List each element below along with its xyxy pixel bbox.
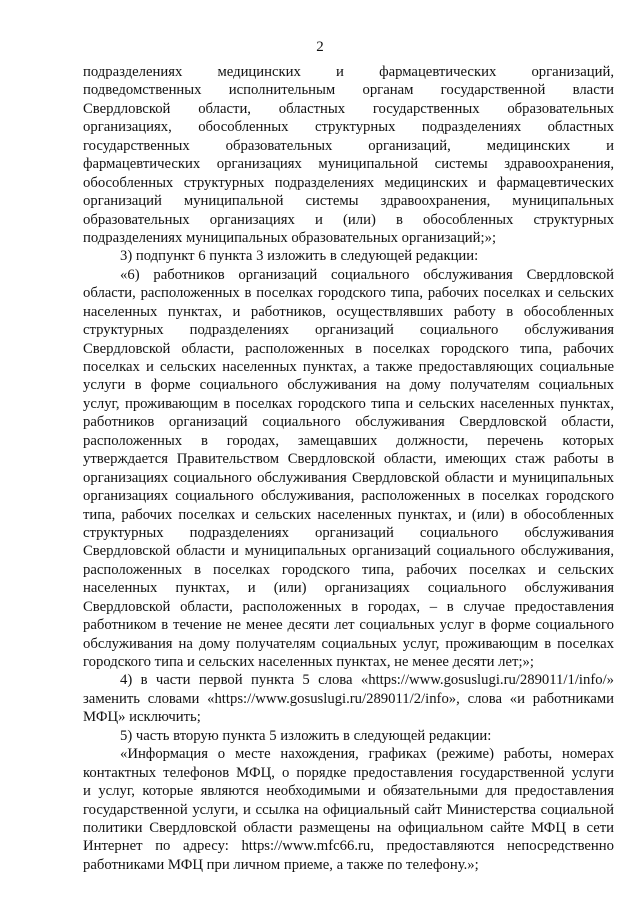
page-number: 2 — [316, 39, 324, 55]
text-line: организациях социального обслуживания Свердловской области и муниципальных — [83, 469, 614, 486]
text-line: услуги в форме социального обслуживания на дому получателям социальных — [83, 377, 614, 394]
text-line: Интернет по адресу: https://www.mfc66.ru, предоставляются непосредственно — [83, 838, 614, 855]
text-line: 3) подпункт 6 пункта 3 изложить в следующей редакции: — [120, 248, 479, 265]
text-line: расположенных в городах, замещавших должности, перечень которых — [83, 432, 614, 449]
text-line: типа, рабочих поселках и сельских населенных пунктах, и (или) в обособленных — [83, 506, 614, 523]
text-line: Свердловской области, расположенных в городах, – в случае предоставления — [83, 598, 614, 615]
text-line: организациях, обособленных структурных подразделениях областных — [83, 119, 614, 136]
text-line: Свердловской области, расположенных в поселках городского типа, рабочих — [83, 340, 614, 357]
text-line: государственной услуги, и ссылка на официальный сайт Министерства социальной — [83, 801, 614, 818]
document-body — [83, 63, 614, 874]
text-line: поселках и сельских населенных пунктах, а также предоставляющих социальные — [83, 359, 614, 375]
text-line: обособленных структурных подразделениях медицинских и фармацевтических — [83, 174, 614, 191]
text-line: населенных пунктах, и работников, осуществлявших работу в обособленных — [83, 303, 614, 320]
text-line: Свердловской области и муниципальных организаций социального обслуживания, — [83, 543, 614, 560]
text-line: 4) в части первой пункта 5 слова «https://www.gosuslugi.ru/289011/1/info/» — [120, 672, 614, 689]
text-line: обслуживания на дому получателям социальных услуг, проживающим в поселках — [83, 635, 614, 652]
text-line: фармацевтических организациях муниципальной системы здравоохранения, — [83, 156, 614, 173]
text-line: контактных телефонов МФЦ, о порядке предоставления государственной услуги — [83, 764, 614, 781]
text-line: работников организаций социального обслуживания Свердловской области, — [83, 414, 614, 431]
text-line: утверждается Правительством Свердловской области, имеющих стаж работы в — [83, 451, 614, 468]
text-line: заменить словами «https://www.gosuslugi.ru/289011/2/info», слова «и работниками — [83, 690, 614, 707]
text-line: организаций муниципальной системы здравоохранения, муниципальных — [83, 193, 614, 210]
text-line: подведомственных исполнительным органам государственной власти — [83, 82, 614, 99]
text-line: структурных подразделениях организаций социального обслуживания — [83, 524, 614, 541]
text-line: работником в течение не менее десяти лет социальных услуг в форме социального — [83, 617, 614, 634]
text-line: организациях социального обслуживания, расположенных в поселках городского — [83, 488, 614, 505]
text-line: области, расположенных в поселках городского типа, рабочих поселках и сельских — [83, 285, 614, 302]
text-line: 5) часть вторую пункта 5 изложить в следующей редакции: — [120, 727, 492, 744]
text-line: государственных образовательных организаций, медицинских и — [83, 137, 614, 154]
text-line: МФЦ» исключить; — [83, 709, 201, 726]
text-line: образовательных организациях и (или) в обособленных структурных — [83, 211, 614, 228]
text-line: Свердловской области, областных государственных образовательных — [83, 100, 614, 117]
text-line: городского типа и сельских населенных пунктах, не менее десяти лет;»; — [83, 654, 534, 670]
text-line: и услуг, которые являются необходимыми и обязательными для предоставления — [83, 783, 614, 800]
text-line: «6) работников организаций социального обслуживания Свердловской — [120, 266, 614, 283]
text-line: работниками МФЦ при личном приеме, а также по телефону.»; — [83, 856, 479, 873]
text-line: расположенных в поселках городского типа, рабочих поселках и сельских — [83, 561, 614, 578]
text-line: «Информация о месте нахождения, графиках (режиме) работы, номерах — [120, 746, 614, 763]
text-line: подразделениях муниципальных образовательных организаций;»; — [83, 229, 497, 246]
text-line: политики Свердловской области размещены на официальном сайте МФЦ в сети — [83, 819, 614, 836]
text-line: структурных подразделениях организаций социального обслуживания — [83, 322, 614, 339]
text-line: услуг, проживающим в поселках городского типа и сельских населенных пунктах, — [83, 395, 614, 412]
text-line: подразделениях медицинских и фармацевтических организаций, — [83, 64, 614, 80]
text-line: населенных пунктах, и (или) организациях социального обслуживания — [83, 580, 614, 597]
